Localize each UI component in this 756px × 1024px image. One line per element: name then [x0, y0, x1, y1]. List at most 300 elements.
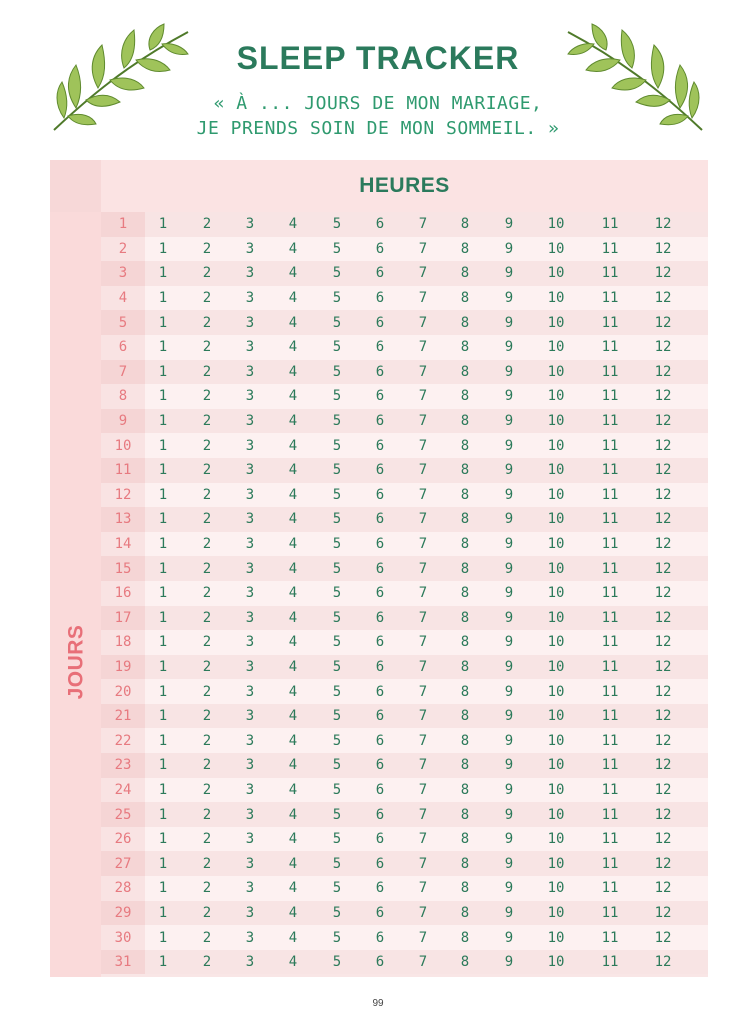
hour-cell[interactable]: 4 [288, 708, 298, 725]
hour-cell[interactable]: 9 [504, 265, 514, 282]
hour-cell[interactable]: 7 [418, 732, 428, 749]
hour-cell[interactable]: 2 [202, 708, 212, 725]
hour-cell[interactable]: 1 [158, 781, 168, 798]
hour-cell[interactable]: 12 [654, 757, 672, 774]
hour-cell[interactable]: 1 [158, 314, 168, 331]
hour-cell[interactable]: 2 [202, 339, 212, 356]
hour-cell[interactable]: 4 [288, 732, 298, 749]
hour-cell[interactable]: 12 [654, 658, 672, 675]
hour-cell[interactable]: 4 [288, 536, 298, 553]
hour-cell[interactable]: 6 [375, 339, 385, 356]
hour-cell[interactable]: 2 [202, 486, 212, 503]
hour-cell[interactable]: 4 [288, 929, 298, 946]
hour-cell[interactable]: 9 [504, 585, 514, 602]
hour-cell[interactable]: 3 [245, 265, 255, 282]
hour-cell[interactable]: 6 [375, 708, 385, 725]
hour-cell[interactable]: 2 [202, 363, 212, 380]
hour-cell[interactable]: 7 [418, 511, 428, 528]
hour-cell[interactable]: 4 [288, 216, 298, 233]
hour-cell[interactable]: 9 [504, 954, 514, 971]
hour-cell[interactable]: 10 [547, 511, 565, 528]
hour-cell[interactable]: 12 [654, 363, 672, 380]
hour-cell[interactable]: 4 [288, 781, 298, 798]
hour-cell[interactable]: 7 [418, 609, 428, 626]
hour-cell[interactable]: 3 [245, 831, 255, 848]
hour-cell[interactable]: 1 [158, 929, 168, 946]
hour-cell[interactable]: 9 [504, 486, 514, 503]
hour-cell[interactable]: 3 [245, 216, 255, 233]
hour-cell[interactable]: 12 [654, 486, 672, 503]
hour-cell[interactable]: 3 [245, 855, 255, 872]
hour-cell[interactable]: 7 [418, 560, 428, 577]
hour-cell[interactable]: 3 [245, 954, 255, 971]
hour-cell[interactable]: 6 [375, 683, 385, 700]
hour-cell[interactable]: 1 [158, 757, 168, 774]
hour-cell[interactable]: 3 [245, 560, 255, 577]
hour-cell[interactable]: 7 [418, 290, 428, 307]
hour-cell[interactable]: 9 [504, 511, 514, 528]
hour-cell[interactable]: 3 [245, 806, 255, 823]
hour-cell[interactable]: 9 [504, 240, 514, 257]
hour-cell[interactable]: 12 [654, 339, 672, 356]
hour-cell[interactable]: 7 [418, 339, 428, 356]
hour-cell[interactable]: 8 [460, 904, 470, 921]
hour-cell[interactable]: 2 [202, 314, 212, 331]
hour-cell[interactable]: 2 [202, 781, 212, 798]
hour-cell[interactable]: 3 [245, 683, 255, 700]
hour-cell[interactable]: 3 [245, 585, 255, 602]
hour-cell[interactable]: 12 [654, 880, 672, 897]
hour-cell[interactable]: 9 [504, 855, 514, 872]
hour-cell[interactable]: 5 [332, 634, 342, 651]
hour-cell[interactable]: 1 [158, 413, 168, 430]
hour-cell[interactable]: 4 [288, 880, 298, 897]
hour-cell[interactable]: 6 [375, 855, 385, 872]
hour-cell[interactable]: 11 [601, 339, 619, 356]
hour-cell[interactable]: 12 [654, 290, 672, 307]
hour-cell[interactable]: 8 [460, 609, 470, 626]
hour-cell[interactable]: 12 [654, 634, 672, 651]
hour-cell[interactable]: 8 [460, 216, 470, 233]
hour-cell[interactable]: 6 [375, 486, 385, 503]
hour-cell[interactable]: 3 [245, 511, 255, 528]
hour-cell[interactable]: 4 [288, 363, 298, 380]
hour-cell[interactable]: 12 [654, 904, 672, 921]
hour-cell[interactable]: 6 [375, 929, 385, 946]
hour-cell[interactable]: 9 [504, 831, 514, 848]
hour-cell[interactable]: 4 [288, 658, 298, 675]
hour-cell[interactable]: 4 [288, 585, 298, 602]
hour-cell[interactable]: 6 [375, 462, 385, 479]
hour-cell[interactable]: 5 [332, 511, 342, 528]
hour-cell[interactable]: 1 [158, 240, 168, 257]
hour-cell[interactable]: 10 [547, 954, 565, 971]
hour-cell[interactable]: 3 [245, 609, 255, 626]
hour-cell[interactable]: 5 [332, 585, 342, 602]
hour-cell[interactable]: 9 [504, 904, 514, 921]
hour-cell[interactable]: 3 [245, 658, 255, 675]
hour-cell[interactable]: 3 [245, 314, 255, 331]
hour-cell[interactable]: 11 [601, 732, 619, 749]
hour-cell[interactable]: 7 [418, 437, 428, 454]
hour-cell[interactable]: 8 [460, 388, 470, 405]
hour-cell[interactable]: 9 [504, 806, 514, 823]
hour-cell[interactable]: 2 [202, 757, 212, 774]
hour-cell[interactable]: 8 [460, 536, 470, 553]
hour-cell[interactable]: 8 [460, 314, 470, 331]
hour-cell[interactable]: 10 [547, 904, 565, 921]
hour-cell[interactable]: 4 [288, 904, 298, 921]
hour-cell[interactable]: 8 [460, 486, 470, 503]
hour-cell[interactable]: 6 [375, 732, 385, 749]
hour-cell[interactable]: 1 [158, 831, 168, 848]
hour-cell[interactable]: 11 [601, 265, 619, 282]
hour-cell[interactable]: 4 [288, 954, 298, 971]
hour-cell[interactable]: 1 [158, 339, 168, 356]
hour-cell[interactable]: 9 [504, 216, 514, 233]
hour-cell[interactable]: 8 [460, 462, 470, 479]
hour-cell[interactable]: 4 [288, 806, 298, 823]
hour-cell[interactable]: 11 [601, 536, 619, 553]
hour-cell[interactable]: 8 [460, 363, 470, 380]
hour-cell[interactable]: 10 [547, 658, 565, 675]
hour-cell[interactable]: 5 [332, 683, 342, 700]
hour-cell[interactable]: 12 [654, 511, 672, 528]
hour-cell[interactable]: 1 [158, 683, 168, 700]
hour-cell[interactable]: 11 [601, 929, 619, 946]
hour-cell[interactable]: 11 [601, 609, 619, 626]
hour-cell[interactable]: 11 [601, 585, 619, 602]
hour-cell[interactable]: 12 [654, 929, 672, 946]
hour-cell[interactable]: 10 [547, 880, 565, 897]
hour-cell[interactable]: 2 [202, 683, 212, 700]
hour-cell[interactable]: 8 [460, 929, 470, 946]
hour-cell[interactable]: 3 [245, 732, 255, 749]
hour-cell[interactable]: 12 [654, 855, 672, 872]
hour-cell[interactable]: 6 [375, 757, 385, 774]
hour-cell[interactable]: 4 [288, 486, 298, 503]
hour-cell[interactable]: 8 [460, 437, 470, 454]
hour-cell[interactable]: 3 [245, 929, 255, 946]
hour-cell[interactable]: 8 [460, 290, 470, 307]
hour-cell[interactable]: 6 [375, 290, 385, 307]
hour-cell[interactable]: 1 [158, 363, 168, 380]
hour-cell[interactable]: 11 [601, 880, 619, 897]
hour-cell[interactable]: 8 [460, 240, 470, 257]
hour-cell[interactable]: 9 [504, 757, 514, 774]
hour-cell[interactable]: 7 [418, 831, 428, 848]
hour-cell[interactable]: 7 [418, 683, 428, 700]
hour-cell[interactable]: 8 [460, 683, 470, 700]
hour-cell[interactable]: 8 [460, 634, 470, 651]
hour-cell[interactable]: 7 [418, 806, 428, 823]
hour-cell[interactable]: 3 [245, 880, 255, 897]
hour-cell[interactable]: 5 [332, 880, 342, 897]
hour-cell[interactable]: 7 [418, 781, 428, 798]
hour-cell[interactable]: 5 [332, 560, 342, 577]
hour-cell[interactable]: 5 [332, 904, 342, 921]
hour-cell[interactable]: 10 [547, 806, 565, 823]
hour-cell[interactable]: 3 [245, 339, 255, 356]
hour-cell[interactable]: 2 [202, 880, 212, 897]
hour-cell[interactable]: 1 [158, 806, 168, 823]
hour-cell[interactable]: 1 [158, 708, 168, 725]
hour-cell[interactable]: 9 [504, 560, 514, 577]
hour-cell[interactable]: 8 [460, 880, 470, 897]
hour-cell[interactable]: 1 [158, 265, 168, 282]
hour-cell[interactable]: 1 [158, 290, 168, 307]
hour-cell[interactable]: 9 [504, 929, 514, 946]
hour-cell[interactable]: 3 [245, 634, 255, 651]
hour-cell[interactable]: 7 [418, 363, 428, 380]
hour-cell[interactable]: 6 [375, 560, 385, 577]
hour-cell[interactable]: 10 [547, 831, 565, 848]
hour-cell[interactable]: 5 [332, 413, 342, 430]
hour-cell[interactable]: 3 [245, 757, 255, 774]
hour-cell[interactable]: 9 [504, 462, 514, 479]
hour-cell[interactable]: 6 [375, 954, 385, 971]
hour-cell[interactable]: 4 [288, 314, 298, 331]
hour-cell[interactable]: 7 [418, 708, 428, 725]
hour-cell[interactable]: 2 [202, 265, 212, 282]
hour-cell[interactable]: 1 [158, 585, 168, 602]
hour-cell[interactable]: 3 [245, 708, 255, 725]
hour-cell[interactable]: 3 [245, 462, 255, 479]
hour-cell[interactable]: 5 [332, 462, 342, 479]
hour-cell[interactable]: 12 [654, 732, 672, 749]
hour-cell[interactable]: 11 [601, 757, 619, 774]
hour-cell[interactable]: 9 [504, 290, 514, 307]
hour-cell[interactable]: 11 [601, 413, 619, 430]
hour-cell[interactable]: 10 [547, 585, 565, 602]
hour-cell[interactable]: 7 [418, 216, 428, 233]
hour-cell[interactable]: 5 [332, 314, 342, 331]
hour-cell[interactable]: 5 [332, 929, 342, 946]
hour-cell[interactable]: 11 [601, 954, 619, 971]
hour-cell[interactable]: 2 [202, 855, 212, 872]
hour-cell[interactable]: 5 [332, 265, 342, 282]
hour-cell[interactable]: 1 [158, 486, 168, 503]
hour-cell[interactable]: 11 [601, 437, 619, 454]
hour-cell[interactable]: 5 [332, 658, 342, 675]
hour-cell[interactable]: 8 [460, 413, 470, 430]
hour-cell[interactable]: 5 [332, 363, 342, 380]
hour-cell[interactable]: 4 [288, 683, 298, 700]
hour-cell[interactable]: 5 [332, 290, 342, 307]
hour-cell[interactable]: 10 [547, 757, 565, 774]
hour-cell[interactable]: 5 [332, 388, 342, 405]
hour-cell[interactable]: 4 [288, 339, 298, 356]
hour-cell[interactable]: 12 [654, 314, 672, 331]
hour-cell[interactable]: 11 [601, 683, 619, 700]
hour-cell[interactable]: 12 [654, 954, 672, 971]
hour-cell[interactable]: 8 [460, 560, 470, 577]
hour-cell[interactable]: 3 [245, 437, 255, 454]
hour-cell[interactable]: 12 [654, 240, 672, 257]
hour-cell[interactable]: 5 [332, 216, 342, 233]
hour-cell[interactable]: 11 [601, 658, 619, 675]
hour-cell[interactable]: 7 [418, 634, 428, 651]
hour-cell[interactable]: 8 [460, 708, 470, 725]
hour-cell[interactable]: 7 [418, 757, 428, 774]
hour-cell[interactable]: 6 [375, 388, 385, 405]
hour-cell[interactable]: 10 [547, 388, 565, 405]
hour-cell[interactable]: 11 [601, 511, 619, 528]
hour-cell[interactable]: 1 [158, 216, 168, 233]
hour-cell[interactable]: 6 [375, 781, 385, 798]
hour-cell[interactable]: 3 [245, 536, 255, 553]
hour-cell[interactable]: 6 [375, 363, 385, 380]
hour-cell[interactable]: 11 [601, 904, 619, 921]
hour-cell[interactable]: 2 [202, 462, 212, 479]
hour-cell[interactable]: 6 [375, 634, 385, 651]
hour-cell[interactable]: 2 [202, 806, 212, 823]
hour-cell[interactable]: 7 [418, 240, 428, 257]
hour-cell[interactable]: 10 [547, 634, 565, 651]
hour-cell[interactable]: 8 [460, 757, 470, 774]
hour-cell[interactable]: 11 [601, 314, 619, 331]
hour-cell[interactable]: 2 [202, 954, 212, 971]
hour-cell[interactable]: 2 [202, 658, 212, 675]
hour-cell[interactable]: 10 [547, 708, 565, 725]
hour-cell[interactable]: 2 [202, 536, 212, 553]
hour-cell[interactable]: 12 [654, 708, 672, 725]
hour-cell[interactable]: 1 [158, 437, 168, 454]
hour-cell[interactable]: 3 [245, 781, 255, 798]
hour-cell[interactable]: 4 [288, 388, 298, 405]
hour-cell[interactable]: 5 [332, 536, 342, 553]
hour-cell[interactable]: 7 [418, 314, 428, 331]
hour-cell[interactable]: 1 [158, 609, 168, 626]
hour-cell[interactable]: 4 [288, 831, 298, 848]
hour-cell[interactable]: 10 [547, 536, 565, 553]
hour-cell[interactable]: 5 [332, 806, 342, 823]
hour-cell[interactable]: 9 [504, 609, 514, 626]
hour-cell[interactable]: 4 [288, 634, 298, 651]
hour-cell[interactable]: 2 [202, 560, 212, 577]
hour-cell[interactable]: 11 [601, 634, 619, 651]
hour-cell[interactable]: 6 [375, 511, 385, 528]
hour-cell[interactable]: 6 [375, 831, 385, 848]
hour-cell[interactable]: 11 [601, 806, 619, 823]
hour-cell[interactable]: 7 [418, 486, 428, 503]
hour-cell[interactable]: 10 [547, 240, 565, 257]
hour-cell[interactable]: 12 [654, 560, 672, 577]
hour-cell[interactable]: 12 [654, 609, 672, 626]
hour-cell[interactable]: 3 [245, 240, 255, 257]
hour-cell[interactable]: 7 [418, 413, 428, 430]
hour-cell[interactable]: 11 [601, 462, 619, 479]
hour-cell[interactable]: 5 [332, 437, 342, 454]
hour-cell[interactable]: 10 [547, 462, 565, 479]
hour-cell[interactable]: 7 [418, 855, 428, 872]
hour-cell[interactable]: 10 [547, 929, 565, 946]
hour-cell[interactable]: 12 [654, 462, 672, 479]
hour-cell[interactable]: 9 [504, 781, 514, 798]
hour-cell[interactable]: 4 [288, 413, 298, 430]
hour-cell[interactable]: 3 [245, 904, 255, 921]
hour-cell[interactable]: 5 [332, 732, 342, 749]
hour-cell[interactable]: 1 [158, 462, 168, 479]
hour-cell[interactable]: 5 [332, 781, 342, 798]
hour-cell[interactable]: 6 [375, 265, 385, 282]
hour-cell[interactable]: 8 [460, 806, 470, 823]
hour-cell[interactable]: 12 [654, 585, 672, 602]
hour-cell[interactable]: 10 [547, 781, 565, 798]
hour-cell[interactable]: 8 [460, 855, 470, 872]
hour-cell[interactable]: 10 [547, 437, 565, 454]
hour-cell[interactable]: 2 [202, 732, 212, 749]
hour-cell[interactable]: 6 [375, 904, 385, 921]
hour-cell[interactable]: 12 [654, 806, 672, 823]
hour-cell[interactable]: 6 [375, 609, 385, 626]
hour-cell[interactable]: 12 [654, 831, 672, 848]
hour-cell[interactable]: 2 [202, 437, 212, 454]
hour-cell[interactable]: 6 [375, 880, 385, 897]
hour-cell[interactable]: 6 [375, 437, 385, 454]
hour-cell[interactable]: 1 [158, 732, 168, 749]
hour-cell[interactable]: 4 [288, 511, 298, 528]
hour-cell[interactable]: 11 [601, 781, 619, 798]
hour-cell[interactable]: 9 [504, 388, 514, 405]
hour-cell[interactable]: 7 [418, 929, 428, 946]
hour-cell[interactable]: 8 [460, 732, 470, 749]
hour-cell[interactable]: 10 [547, 339, 565, 356]
hour-cell[interactable]: 4 [288, 462, 298, 479]
hour-cell[interactable]: 5 [332, 855, 342, 872]
hour-cell[interactable]: 6 [375, 658, 385, 675]
hour-cell[interactable]: 7 [418, 536, 428, 553]
hour-cell[interactable]: 6 [375, 806, 385, 823]
hour-cell[interactable]: 9 [504, 314, 514, 331]
hour-cell[interactable]: 6 [375, 585, 385, 602]
hour-cell[interactable]: 5 [332, 757, 342, 774]
hour-cell[interactable]: 6 [375, 314, 385, 331]
hour-cell[interactable]: 8 [460, 585, 470, 602]
hour-cell[interactable]: 9 [504, 634, 514, 651]
hour-cell[interactable]: 11 [601, 290, 619, 307]
hour-cell[interactable]: 6 [375, 240, 385, 257]
hour-cell[interactable]: 2 [202, 585, 212, 602]
hour-cell[interactable]: 11 [601, 240, 619, 257]
hour-cell[interactable]: 10 [547, 290, 565, 307]
hour-cell[interactable]: 4 [288, 855, 298, 872]
hour-cell[interactable]: 1 [158, 904, 168, 921]
hour-cell[interactable]: 8 [460, 339, 470, 356]
hour-cell[interactable]: 7 [418, 265, 428, 282]
hour-cell[interactable]: 11 [601, 486, 619, 503]
hour-cell[interactable]: 2 [202, 831, 212, 848]
hour-cell[interactable]: 12 [654, 536, 672, 553]
hour-cell[interactable]: 2 [202, 216, 212, 233]
hour-cell[interactable]: 5 [332, 240, 342, 257]
hour-cell[interactable]: 8 [460, 831, 470, 848]
hour-cell[interactable]: 8 [460, 954, 470, 971]
hour-cell[interactable]: 1 [158, 855, 168, 872]
hour-cell[interactable]: 10 [547, 683, 565, 700]
hour-cell[interactable]: 7 [418, 585, 428, 602]
hour-cell[interactable]: 8 [460, 658, 470, 675]
hour-cell[interactable]: 11 [601, 560, 619, 577]
hour-cell[interactable]: 11 [601, 855, 619, 872]
hour-cell[interactable]: 7 [418, 658, 428, 675]
hour-cell[interactable]: 2 [202, 511, 212, 528]
hour-cell[interactable]: 4 [288, 757, 298, 774]
hour-cell[interactable]: 4 [288, 609, 298, 626]
hour-cell[interactable]: 9 [504, 732, 514, 749]
hour-cell[interactable]: 9 [504, 437, 514, 454]
hour-cell[interactable]: 4 [288, 240, 298, 257]
